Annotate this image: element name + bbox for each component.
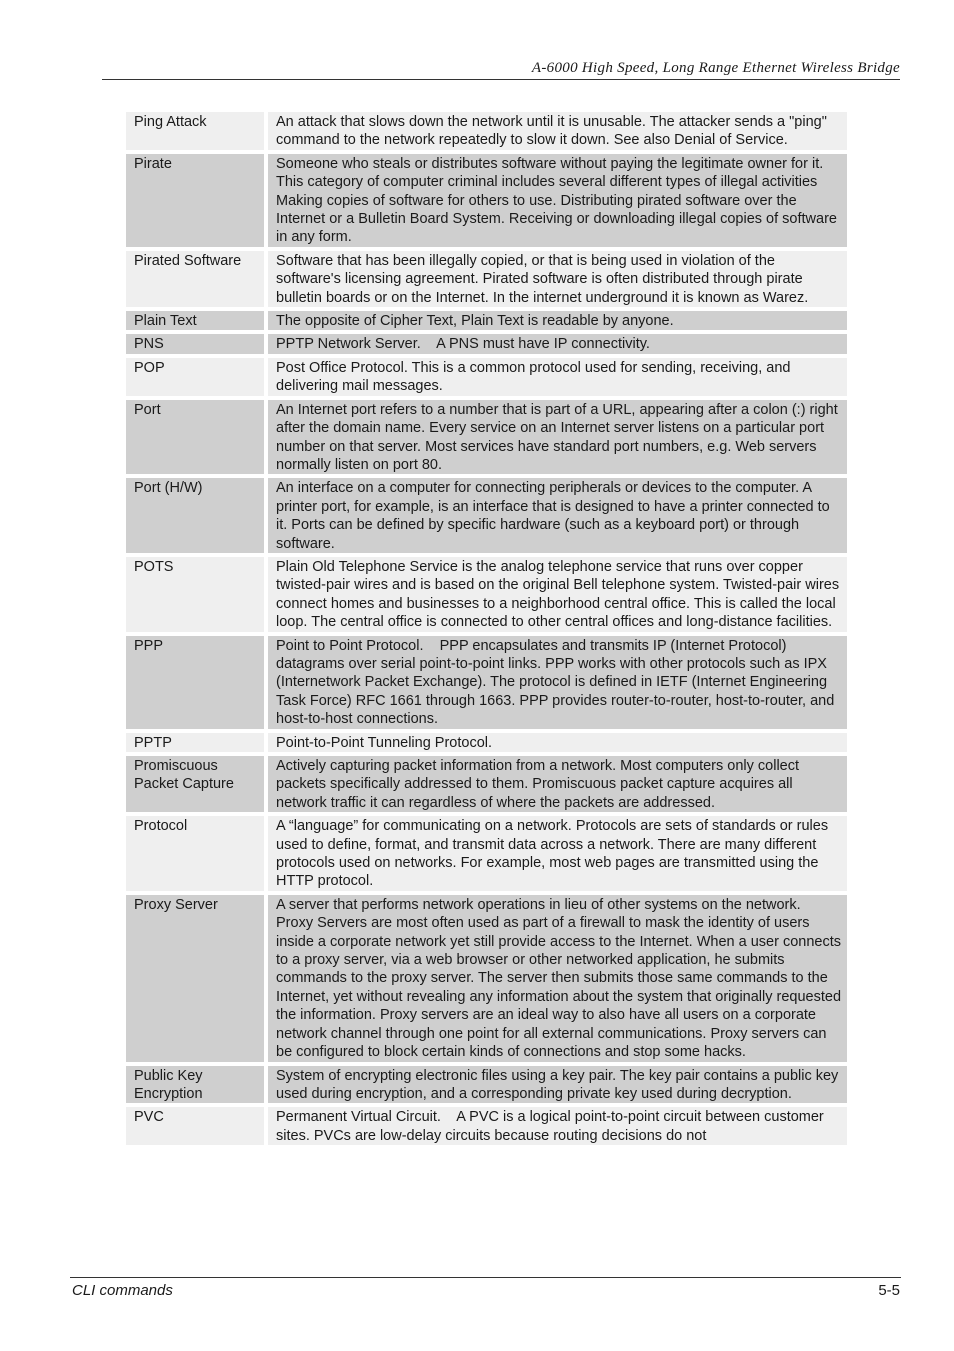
- glossary-definition: Software that has been illegally copied, or that is being used in violation of the software's licensing agreement. Pirated software is often distributed through pirate bulletin boards or on the Internet. In the internet underground it is known as Warez.: [268, 251, 847, 307]
- glossary-definition: Permanent Virtual Circuit. A PVC is a logical point-to-point circuit between customer sites. PVCs are low-delay circuits because routing decisions do not: [268, 1107, 847, 1145]
- glossary-definition: An attack that slows down the network until it is unusable. The attacker sends a "ping" command to the network repeatedly to slow it down. See also Denial of Service.: [268, 112, 847, 150]
- glossary-row: [126, 311, 847, 330]
- glossary-term: PNS: [126, 334, 264, 353]
- glossary-table: [126, 112, 847, 1149]
- glossary-row: [126, 636, 847, 729]
- page-number: 5-5: [878, 1282, 900, 1299]
- glossary-definition: An Internet port refers to a number that is part of a URL, appearing after a colon (:) right after the domain name. Every service on an Internet server listens on a particular port number on that server. Most services have standard port numbers, e.g. Web servers normally listen on port 80.: [268, 400, 847, 475]
- glossary-term: Port (H/W): [126, 478, 264, 553]
- glossary-definition: Point to Point Protocol. PPP encapsulates and transmits IP (Internet Protocol) datagrams over serial point-to-point links. PPP works with other protocols such as IPX (Internetwork Packet Exchange). The protocol is defined in IETF (Internet Engineering Task Force) RFC 1661 through 1663. PPP provides router-to-router, host-to-router, and host-to-host connections.: [268, 636, 847, 729]
- glossary-definition: A server that performs network operations in lieu of other systems on the network. Proxy Servers are most often used as part of a firewall to mask the identity of users inside a corporate network yet still provide access to the Internet. When a user connects to a proxy server, via a web browser or other networked application, he submits commands to the proxy server. The server then submits those same commands to the Internet, yet without revealing any information about the system that originally requested the information. Proxy servers are an ideal way to also have all users on a corporate network channel through one point for all external communications. Proxy servers can be configured to block certain kinds of connections and stop some hacks.: [268, 895, 847, 1062]
- glossary-row: [126, 251, 847, 307]
- glossary-definition: The opposite of Cipher Text, Plain Text is readable by anyone.: [268, 311, 847, 330]
- glossary-row: [126, 334, 847, 353]
- glossary-term: Pirated Software: [126, 251, 264, 307]
- glossary-term: Promiscuous Packet Capture: [126, 756, 264, 812]
- glossary-term: PPTP: [126, 733, 264, 752]
- glossary-row: [126, 1066, 847, 1104]
- footer-divider: [70, 1277, 901, 1278]
- glossary-term: Proxy Server: [126, 895, 264, 1062]
- header-title: A-6000 High Speed, Long Range Ethernet Wireless Bridge: [531, 60, 900, 76]
- glossary-row: [126, 478, 847, 553]
- glossary-row: [126, 557, 847, 632]
- glossary-definition: PPTP Network Server. A PNS must have IP connectivity.: [268, 334, 847, 353]
- glossary-row: [126, 112, 847, 150]
- glossary-term: Pirate: [126, 154, 264, 247]
- glossary-row: [126, 756, 847, 812]
- glossary-definition: Someone who steals or distributes software without paying the legitimate owner for it. This category of computer criminal includes several different types of illegal activities Making copies of software for others to use. Distributing pirated software over the Internet or a Bulletin Board System. Receiving or downloading illegal copies of software in any form.: [268, 154, 847, 247]
- page-header: [102, 58, 900, 80]
- glossary-row: [126, 400, 847, 475]
- glossary-definition: System of encrypting electronic files using a key pair. The key pair contains a public key used during encryption, and a corresponding private key used during decryption.: [268, 1066, 847, 1104]
- glossary-definition: Actively capturing packet information from a network. Most computers only collect packets specifically addressed to them. Promiscuous packet capture acquires all network traffic it can regardless of where the packets are addressed.: [268, 756, 847, 812]
- glossary-term: Plain Text: [126, 311, 264, 330]
- glossary-term: Public Key Encryption: [126, 1066, 264, 1104]
- glossary-term: Ping Attack: [126, 112, 264, 150]
- glossary-definition: An interface on a computer for connecting peripherals or devices to the computer. A printer port, for example, is an interface that is designed to have a printer connected to it. Ports can be defined by specific hardware (such as a keyboard port) or through software.: [268, 478, 847, 553]
- glossary-row: [126, 895, 847, 1062]
- glossary-definition: Post Office Protocol. This is a common protocol used for sending, receiving, and delivering mail messages.: [268, 358, 847, 396]
- glossary-term: Protocol: [126, 816, 264, 891]
- glossary-definition: Plain Old Telephone Service is the analog telephone service that runs over copper twisted-pair wires and is based on the original Bell telephone system. Twisted-pair wires connect homes and businesses to a neighborhood central office. This is called the local loop. The central office is connected to other central offices and long-distance facilities.: [268, 557, 847, 632]
- glossary-definition: Point-to-Point Tunneling Protocol.: [268, 733, 847, 752]
- glossary-row: [126, 816, 847, 891]
- glossary-term: Port: [126, 400, 264, 475]
- glossary-row: [126, 154, 847, 247]
- glossary-definition: A “language” for communicating on a network. Protocols are sets of standards or rules used to define, format, and transmit data across a network. There are many different protocols used on networks. For example, most web pages are transmitted using the HTTP protocol.: [268, 816, 847, 891]
- glossary-row: [126, 358, 847, 396]
- glossary-row: [126, 733, 847, 752]
- glossary-term: PPP: [126, 636, 264, 729]
- glossary-term: PVC: [126, 1107, 264, 1145]
- glossary-row: [126, 1107, 847, 1145]
- glossary-term: POP: [126, 358, 264, 396]
- glossary-term: POTS: [126, 557, 264, 632]
- footer-section: CLI commands: [72, 1282, 173, 1299]
